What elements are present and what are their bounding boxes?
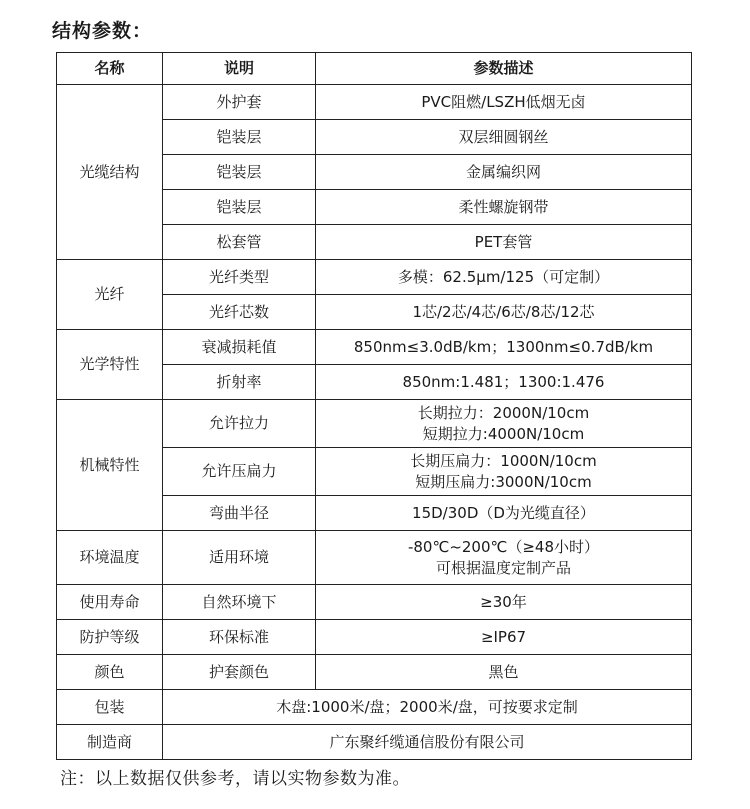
group-env-temp: 环境温度 xyxy=(57,531,163,585)
row-desc: 光纤芯数 xyxy=(163,295,316,330)
group-manufacturer: 制造商 xyxy=(57,725,163,760)
row-value: 柔性螺旋钢带 xyxy=(316,190,692,225)
value-line: 短期拉力:4000N/10cm xyxy=(422,424,585,443)
row-value: 850nm:1.481；1300:1.476 xyxy=(316,365,692,400)
header-param: 参数描述 xyxy=(316,53,692,85)
row-value: 广东聚纤缆通信股份有限公司 xyxy=(163,725,692,760)
row-value: 1芯/2芯/4芯/6芯/8芯/12芯 xyxy=(316,295,692,330)
row-desc: 允许压扁力 xyxy=(163,448,316,496)
row-value: 黑色 xyxy=(316,655,692,690)
footnote: 注：以上数据仅供参考，请以实物参数为准。 xyxy=(60,769,410,789)
row-desc: 外护套 xyxy=(163,85,316,120)
spec-table xyxy=(56,52,692,760)
group-packaging: 包装 xyxy=(57,690,163,725)
group-fiber: 光纤 xyxy=(57,260,163,330)
value-line: 可根据温度定制产品 xyxy=(435,558,571,577)
header-name: 名称 xyxy=(57,53,163,85)
row-value xyxy=(316,531,692,585)
table-row xyxy=(57,330,692,365)
table-row xyxy=(57,400,692,448)
row-value xyxy=(316,400,692,448)
table-row xyxy=(57,85,692,120)
row-value: ≥IP67 xyxy=(316,620,692,655)
table-row xyxy=(57,531,692,585)
row-desc: 光纤类型 xyxy=(163,260,316,295)
value-line: 短期压扁力:3000N/10cm xyxy=(415,472,592,491)
value-line: 长期拉力：2000N/10cm xyxy=(417,403,590,422)
group-cable-structure: 光缆结构 xyxy=(57,85,163,260)
value-line: 长期压扁力：1000N/10cm xyxy=(410,451,597,470)
row-desc: 护套颜色 xyxy=(163,655,316,690)
row-desc: 衰减损耗值 xyxy=(163,330,316,365)
group-mechanical: 机械特性 xyxy=(57,400,163,531)
header-desc: 说明 xyxy=(163,53,316,85)
table-row xyxy=(57,585,692,620)
row-value: 双层细圆钢丝 xyxy=(316,120,692,155)
table-row xyxy=(57,690,692,725)
row-desc: 折射率 xyxy=(163,365,316,400)
group-protection: 防护等级 xyxy=(57,620,163,655)
row-desc: 自然环境下 xyxy=(163,585,316,620)
row-value: 多模：62.5μm/125（可定制） xyxy=(316,260,692,295)
group-service-life: 使用寿命 xyxy=(57,585,163,620)
row-value: 木盘:1000米/盘；2000米/盘，可按要求定制 xyxy=(163,690,692,725)
row-value: PET套管 xyxy=(316,225,692,260)
table-row xyxy=(57,260,692,295)
row-desc: 允许拉力 xyxy=(163,400,316,448)
row-desc: 弯曲半径 xyxy=(163,496,316,531)
table-header-row xyxy=(57,53,692,85)
section-title: 结构参数： xyxy=(52,20,153,42)
row-desc: 松套管 xyxy=(163,225,316,260)
row-value xyxy=(316,448,692,496)
row-value: PVC阻燃/LSZH低烟无卤 xyxy=(316,85,692,120)
group-color: 颜色 xyxy=(57,655,163,690)
row-value: 金属编织网 xyxy=(316,155,692,190)
table-row xyxy=(57,655,692,690)
row-value: 15D/30D（D为光缆直径） xyxy=(316,496,692,531)
row-value: 850nm≤3.0dB/km；1300nm≤0.7dB/km xyxy=(316,330,692,365)
row-desc: 环保标准 xyxy=(163,620,316,655)
table-row xyxy=(57,620,692,655)
row-desc: 铠装层 xyxy=(163,155,316,190)
value-line: -80℃~200℃（≥48小时） xyxy=(407,537,600,556)
row-desc: 铠装层 xyxy=(163,190,316,225)
row-desc: 适用环境 xyxy=(163,531,316,585)
table-row xyxy=(57,725,692,760)
row-desc: 铠装层 xyxy=(163,120,316,155)
row-value: ≥30年 xyxy=(316,585,692,620)
group-optical: 光学特性 xyxy=(57,330,163,400)
